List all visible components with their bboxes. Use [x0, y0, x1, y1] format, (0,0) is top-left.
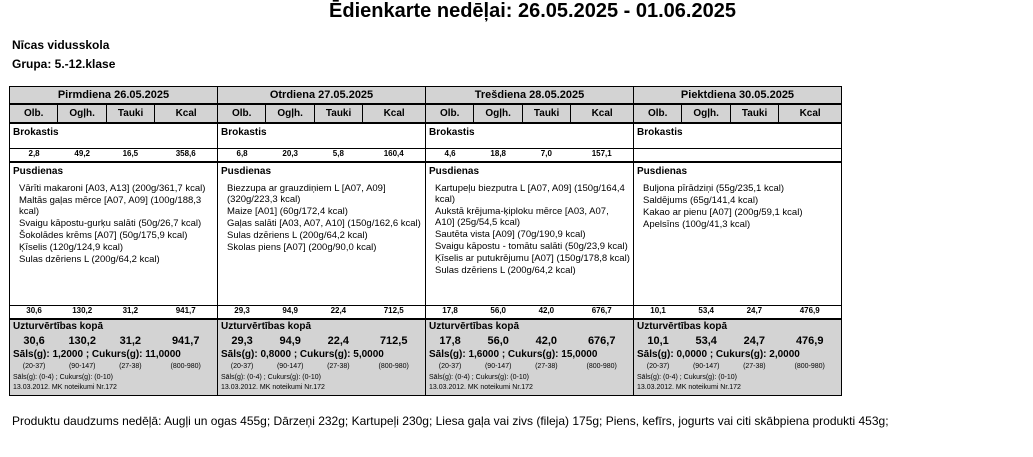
nutrient-value: 53,4: [698, 306, 714, 315]
totals-section: [217, 319, 426, 396]
breakfast-nutrients: [634, 148, 841, 159]
total-value: 941,7: [171, 335, 200, 347]
total-value: 29,3: [231, 335, 253, 347]
day-header: Pirmdiena 26.05.2025: [9, 86, 218, 104]
breakfast-nutrients: [426, 148, 633, 159]
nutrient-value: 7,0: [540, 149, 552, 158]
lunch-items: [429, 183, 630, 277]
menu-item: Skolas piens [A07] (200g/90,0 kcal): [227, 242, 377, 253]
column-header: Kcal: [591, 108, 613, 119]
totals-section: [633, 319, 842, 396]
nutrient-value: 358,6: [175, 149, 196, 158]
range-value: (27-38): [327, 363, 350, 370]
column-header: Kcal: [799, 108, 821, 119]
nutrient-value: 30,6: [26, 306, 42, 315]
totals-section: [9, 319, 218, 396]
lunch-label: Pusdienas: [429, 166, 480, 177]
breakfast-section: [425, 123, 634, 162]
breakfast-section: [9, 123, 218, 162]
total-value: 53,4: [695, 335, 717, 347]
totals-section: [425, 319, 634, 396]
lunch-items: [13, 183, 214, 266]
total-value: 712,5: [379, 335, 408, 347]
column-headers: [425, 104, 634, 123]
menu-item: Sautēta vista [A09] (70g/190,9 kcal): [435, 229, 586, 240]
range-value: (90-147): [484, 363, 512, 370]
range-value: (27-38): [119, 363, 142, 370]
day-column: [217, 86, 425, 396]
menu-item: Kartupeļu biezputra L [A07, A09] (150g/164,4 kcal): [435, 183, 625, 205]
nutrient-value: 676,7: [591, 306, 612, 315]
column-header: Ogļh.: [682, 105, 730, 122]
nutrient-value: 24,7: [746, 306, 763, 315]
lunch-nutrients: [218, 305, 425, 316]
day-column: [633, 86, 841, 396]
nutrient-ranges: [426, 363, 633, 370]
breakfast-label: Brokastis: [221, 127, 267, 138]
nutrient-value: 49,2: [74, 149, 90, 158]
totals-label: Uzturvērtības kopā: [13, 321, 104, 332]
salt-sugar-ranges: Sāls(g): (0-4) ; Cukurs(g): (0-10): [637, 374, 737, 381]
range-value: (20-37): [230, 363, 254, 370]
column-header: Ogļh.: [58, 105, 106, 122]
nutrient-value: 4,6: [444, 149, 456, 158]
lunch-label: Pusdienas: [221, 166, 272, 177]
menu-item: Svaigu kāpostu - tomātu salāti (50g/23,9 kcal): [435, 241, 628, 252]
column-header: Olb.: [634, 105, 682, 122]
total-value: 130,2: [68, 335, 96, 347]
nutrient-value: 94,9: [282, 306, 298, 315]
breakfast-label: Brokastis: [429, 127, 475, 138]
totals-label: Uzturvērtības kopā: [429, 321, 520, 332]
menu-item: Ķīselis ar putukrējumu [A07] (150g/178,8 kcal): [435, 253, 630, 264]
range-value: (27-38): [743, 363, 766, 370]
salt-sugar-ranges: Sāls(g): (0-4) ; Cukurs(g): (0-10): [13, 374, 113, 381]
nutrient-value: [730, 149, 778, 159]
nutrient-value: 31,2: [122, 306, 139, 315]
lunch-section: [9, 162, 218, 319]
nutrient-value: 712,5: [383, 306, 404, 315]
column-header: Olb.: [218, 105, 266, 122]
range-value: (90-147): [68, 363, 96, 370]
lunch-nutrients: [426, 305, 633, 316]
menu-item: Biezzupa ar grauzdiņiem L [A07, A09] (320g/223,3 kcal): [227, 183, 386, 205]
range-value: (800-980): [378, 363, 409, 370]
nutrient-ranges: [10, 363, 217, 370]
nutrient-value: 476,9: [799, 306, 820, 315]
column-headers: [9, 104, 218, 123]
lunch-label: Pusdienas: [637, 166, 688, 177]
nutrient-value: 18,8: [490, 149, 506, 158]
nutrient-value: 5,8: [332, 149, 344, 158]
total-value: 56,0: [487, 335, 509, 347]
column-header: Tauki: [731, 105, 779, 122]
total-value: 31,2: [119, 335, 142, 347]
school-name: Nīcas vidusskola: [12, 38, 110, 52]
column-header: Olb.: [10, 105, 58, 122]
column-headers: [217, 104, 426, 123]
column-header: Kcal: [175, 108, 197, 119]
range-value: (27-38): [535, 363, 558, 370]
menu-item: Apelsīns (100g/41,3 kcal): [643, 219, 751, 230]
menu-item: Buljona pīrādziņi (55g/235,1 kcal): [643, 183, 785, 194]
nutrient-value: 17,8: [442, 306, 458, 315]
day-column: [9, 86, 217, 396]
lunch-nutrients: [10, 305, 217, 316]
total-value: 10,1: [647, 335, 669, 347]
menu-item: Aukstā krējuma-ķiploku mērce [A03, A07, A10] (25g/54,5 kcal): [435, 206, 609, 228]
day-column: [425, 86, 633, 396]
lunch-section: [633, 162, 842, 319]
nutrient-value: 941,7: [175, 306, 196, 315]
nutrient-value: 22,4: [330, 306, 347, 315]
nutrient-value: 16,5: [122, 149, 139, 158]
menu-item: Gaļas salāti [A03, A07, A10] (150g/162,6 kcal): [227, 218, 421, 229]
range-value: (20-37): [22, 363, 46, 370]
totals-nutrients: [218, 335, 425, 347]
totals-nutrients: [634, 335, 841, 347]
total-value: 30,6: [23, 335, 45, 347]
day-header: Otrdiena 27.05.2025: [217, 86, 426, 104]
regulation-note: 13.03.2012. MK noteikumi Nr.172: [221, 384, 325, 391]
column-header: Tauki: [523, 105, 571, 122]
menu-item: Ķīselis (120g/124,9 kcal): [19, 242, 124, 253]
lunch-section: [217, 162, 426, 319]
nutrient-value: 6,8: [236, 149, 248, 158]
breakfast-label: Brokastis: [13, 127, 59, 138]
column-header: Kcal: [383, 108, 405, 119]
nutrient-value: 56,0: [490, 306, 506, 315]
lunch-section: [425, 162, 634, 319]
group-label: Grupa: 5.-12.klase: [12, 57, 116, 71]
menu-item: Maize [A01] (60g/172,4 kcal): [227, 206, 348, 217]
total-value: 676,7: [587, 335, 616, 347]
menu-item: Kakao ar pienu [A07] (200g/59,1 kcal): [643, 207, 803, 218]
total-value: 94,9: [279, 335, 301, 347]
breakfast-nutrients: [10, 148, 217, 159]
day-header: Piektdiena 30.05.2025: [633, 86, 842, 104]
range-value: (90-147): [276, 363, 304, 370]
nutrient-value: [682, 149, 730, 159]
column-header: Olb.: [426, 105, 474, 122]
range-value: (20-37): [646, 363, 670, 370]
column-headers: [633, 104, 842, 123]
menu-item: Svaigu kāpostu-gurķu salāti (50g/26,7 kcal): [19, 218, 202, 229]
salt-sugar: Sāls(g): 1,6000 ; Cukurs(g): 15,0000: [429, 349, 598, 360]
menu-item: Šokolādes krēms [A07] (50g/175,9 kcal): [19, 230, 188, 241]
breakfast-section: [217, 123, 426, 162]
column-header: Tauki: [315, 105, 363, 122]
range-value: (20-37): [438, 363, 462, 370]
lunch-items: [637, 183, 838, 231]
nutrient-value: 157,1: [591, 149, 612, 158]
regulation-note: 13.03.2012. MK noteikumi Nr.172: [13, 384, 117, 391]
total-value: 42,0: [535, 335, 558, 347]
menu-item: Maltās gaļas mērce [A07, A09] (100g/188,3 kcal): [19, 195, 202, 217]
menu-item: Saldējums (65g/141,4 kcal): [643, 195, 759, 206]
totals-nutrients: [426, 335, 633, 347]
lunch-nutrients: [634, 305, 841, 316]
page-title: Ēdienkarte nedēļai: 26.05.2025 - 01.06.2025: [329, 0, 736, 22]
nutrient-value: 42,0: [538, 306, 555, 315]
nutrient-value: [634, 149, 682, 159]
lunch-items: [221, 183, 422, 254]
range-value: (800-980): [170, 363, 201, 370]
salt-sugar: Sāls(g): 0,8000 ; Cukurs(g): 5,0000: [221, 349, 384, 360]
total-value: 476,9: [795, 335, 824, 347]
nutrient-value: [778, 149, 841, 159]
lunch-label: Pusdienas: [13, 166, 64, 177]
salt-sugar-ranges: Sāls(g): (0-4) ; Cukurs(g): (0-10): [221, 374, 321, 381]
breakfast-label: Brokastis: [637, 127, 683, 138]
breakfast-section: [633, 123, 842, 162]
nutrient-ranges: [218, 363, 425, 370]
total-value: 17,8: [439, 335, 461, 347]
column-header: Ogļh.: [474, 105, 522, 122]
nutrient-value: 2,8: [28, 149, 40, 158]
salt-sugar-ranges: Sāls(g): (0-4) ; Cukurs(g): (0-10): [429, 374, 529, 381]
footer-products: Produktu daudzums nedēļā: Augļi un ogas 455g; Dārzeņi 232g; Kartupeļi 230g; Liesa gaļa vai zivs (fileja) 175g; Piens, kefīrs, jogurts vai citi skābpiena produkti 453g;: [12, 414, 889, 428]
range-value: (90-147): [692, 363, 720, 370]
range-value: (800-980): [586, 363, 617, 370]
day-header: Trešdiena 28.05.2025: [425, 86, 634, 104]
column-header: Tauki: [107, 105, 155, 122]
salt-sugar: Sāls(g): 1,2000 ; Cukurs(g): 11,0000: [13, 349, 181, 360]
total-value: 24,7: [743, 335, 766, 347]
regulation-note: 13.03.2012. MK noteikumi Nr.172: [637, 384, 741, 391]
nutrient-value: 160,4: [383, 149, 404, 158]
nutrient-ranges: [634, 363, 841, 370]
menu-item: Sulas dzēriens L (200g/64,2 kcal): [435, 265, 576, 276]
totals-label: Uzturvērtības kopā: [637, 321, 728, 332]
totals-nutrients: [10, 335, 217, 347]
menu-grid: [9, 86, 841, 396]
breakfast-nutrients: [218, 148, 425, 159]
menu-item: Sulas dzēriens L (200g/64,2 kcal): [227, 230, 368, 241]
menu-item: Sulas dzēriens L (200g/64,2 kcal): [19, 254, 160, 265]
nutrient-value: 130,2: [72, 306, 93, 315]
menu-item: Vārīti makaroni [A03, A13] (200g/361,7 kcal): [19, 183, 206, 194]
regulation-note: 13.03.2012. MK noteikumi Nr.172: [429, 384, 533, 391]
nutrient-value: 29,3: [234, 306, 250, 315]
nutrient-value: 10,1: [650, 306, 666, 315]
totals-label: Uzturvērtības kopā: [221, 321, 312, 332]
salt-sugar: Sāls(g): 0,0000 ; Cukurs(g): 2,0000: [637, 349, 800, 360]
range-value: (800-980): [794, 363, 825, 370]
total-value: 22,4: [327, 335, 350, 347]
column-header: Ogļh.: [266, 105, 314, 122]
nutrient-value: 20,3: [282, 149, 298, 158]
